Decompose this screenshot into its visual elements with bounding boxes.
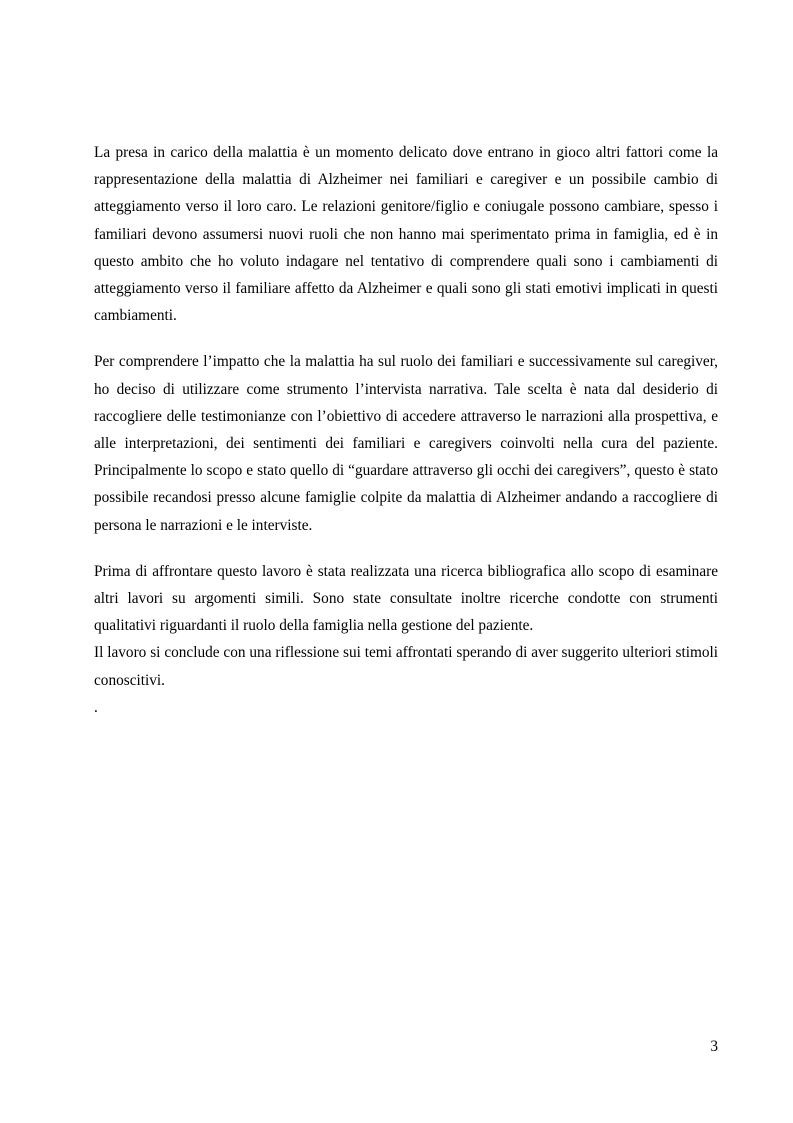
trailing-dot: . [94, 698, 98, 716]
page-number: 3 [710, 1038, 718, 1055]
paragraph-gap [94, 539, 718, 558]
paragraph-2: Per comprendere l’impatto che la malattia ha sul ruolo dei familiari e successivamente sul caregiver, ho deciso di utilizzare come strumento l’intervista narrativa. Tale scelta è nata dal desiderio di raccogliere delle testimonianze con l’obiettivo di accedere attraverso le narrazioni alla prospettiva, e alle interpretazioni, dei sentimenti dei familiari e caregivers coinvolti nella cura del paziente. Principalmente lo scopo e stato quello di “guardare attraverso gli occhi dei caregivers”, questo è stato possibile recandosi presso alcune famiglie colpite da malattia di Alzheimer andando a raccogliere di persona le narrazioni e le interviste. [94, 353, 718, 534]
paragraph-1: La presa in carico della malattia è un momento delicato dove entrano in gioco altri fattori come la rappresentazione della malattia di Alzheimer nei familiari e caregiver e un possibile cambio di atteggiamento verso il loro caro. Le relazioni genitore/figlio e coniugale possono cambiare, spesso i familiari devono assumersi nuovi ruoli che non hanno mai sperimentato prima in famiglia, ed è in questo ambito che ho voluto indagare nel tentativo di comprendere quali sono i cambiamenti di atteggiamento verso il familiare affetto da Alzheimer e quali sono gli stati emotivi implicati in questi cambiamenti. [94, 144, 718, 325]
paragraph-4: Il lavoro si conclude con una riflessione sui temi affrontati sperando di aver suggerito ulteriori stimoli conoscitivi. [94, 644, 718, 689]
body-text [94, 139, 718, 721]
paragraph-3: Prima di affrontare questo lavoro è stata realizzata una ricerca bibliografica allo scopo di esaminare altri lavori su argomenti simili. Sono state consultate inoltre ricerche condotte con strumenti qualitativi riguardanti il ruolo della famiglia nella gestione del paziente. [94, 562, 718, 635]
paragraph-gap [94, 329, 718, 348]
